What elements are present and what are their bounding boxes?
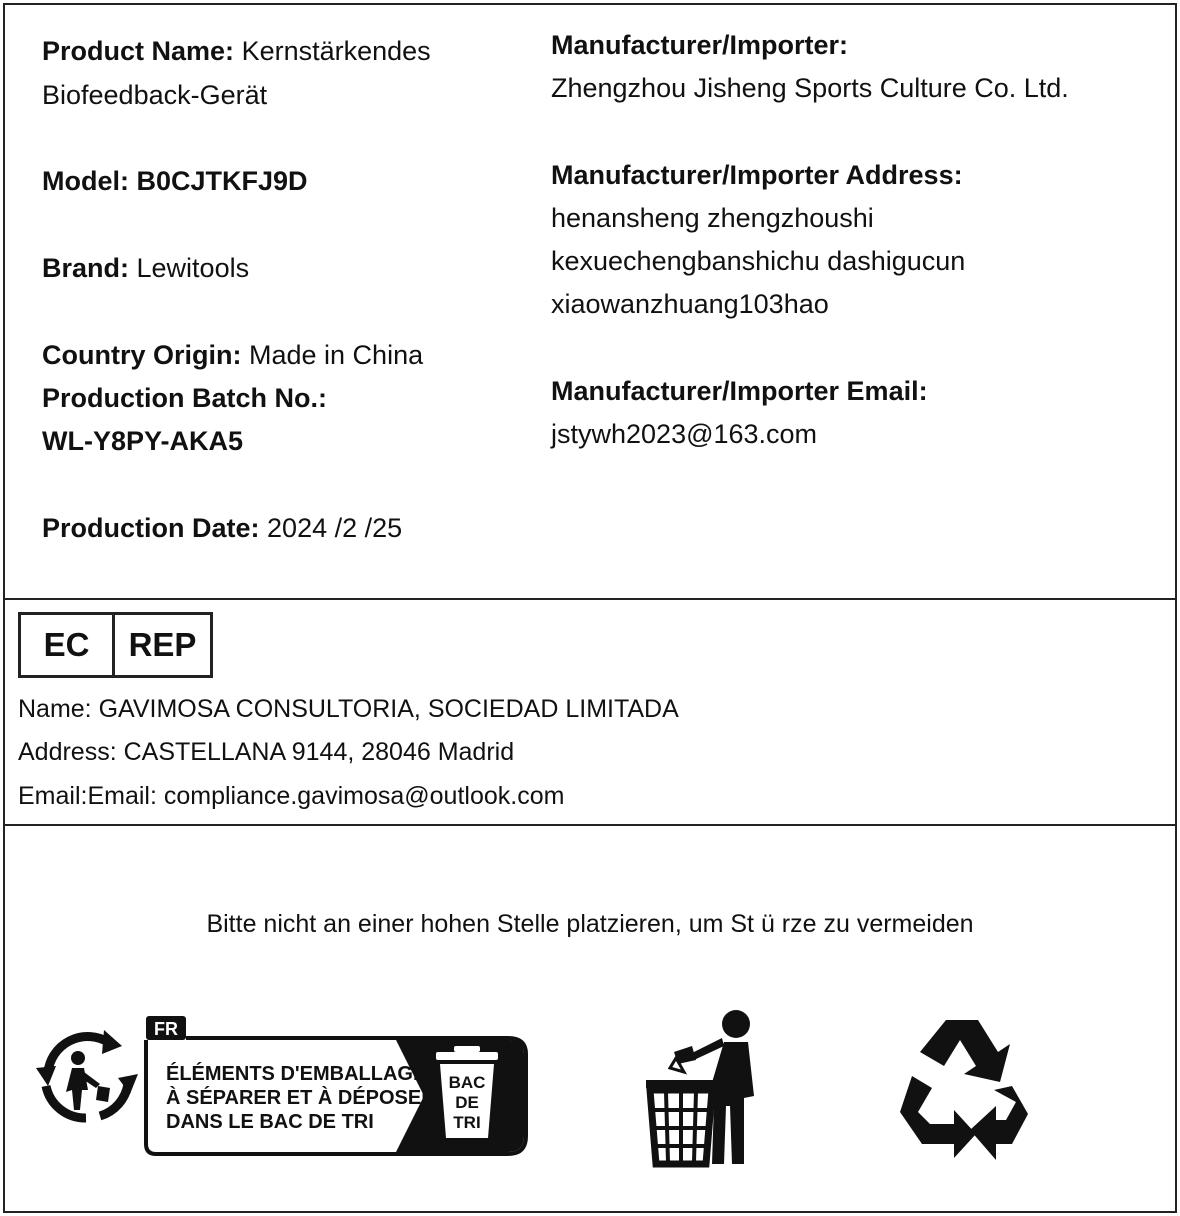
origin-label: Country Origin: [42, 340, 242, 370]
bin-line-2: DE [455, 1093, 479, 1112]
product-name [42, 30, 431, 73]
address-line-1: henansheng zhengzhoushi [551, 203, 874, 233]
product-name-value-2: Biofeedback-Gerät [42, 80, 268, 110]
ec-rep-rep: REP [128, 626, 197, 663]
warning-text: Bitte nicht an einer hohen Stelle platzieren, um St ü rze zu vermeiden [206, 910, 974, 938]
bin-line-1: BAC [448, 1073, 486, 1092]
product-model [42, 160, 308, 203]
ec-rep-symbol [18, 612, 213, 678]
date-value: 2024 /2 /25 [267, 513, 403, 543]
bin-line-3: TRI [453, 1113, 481, 1132]
brand-label: Brand: [42, 253, 129, 283]
divider-top [3, 598, 1177, 600]
triman-icon [34, 1028, 142, 1124]
manufacturer-email: jstywh2023@163.com [551, 419, 818, 449]
bin-handle [454, 1046, 480, 1052]
ec-rep-email: Email:Email: compliance.gavimosa@outlook.com [18, 782, 565, 810]
origin-value: Made in China [249, 340, 424, 370]
product-brand [42, 247, 249, 290]
product-name-value-1: Kernstärkendes [241, 36, 431, 66]
batch-label: Production Batch No.: [42, 383, 327, 413]
model-value: B0CJTKFJ9D [136, 166, 308, 196]
production-date [42, 507, 402, 550]
triman-line-2: À SÉPARER ET À DÉPOSER [166, 1087, 436, 1109]
model-label: Model: [42, 166, 129, 196]
country-origin [42, 334, 423, 377]
recycle-icon [894, 1012, 1034, 1162]
triman-line-3: DANS LE BAC DE TRI [166, 1111, 374, 1133]
brand-value: Lewitools [136, 253, 250, 283]
date-label: Production Date: [42, 513, 260, 543]
manufacturer-label: Manufacturer/Importer: [551, 30, 849, 60]
triman-line-1: ÉLÉMENTS D'EMBALLAGE [166, 1063, 427, 1085]
triman-info-box [138, 1014, 530, 1158]
ec-rep-ec: EC [21, 615, 115, 675]
manufacturer-name: Zhengzhou Jisheng Sports Culture Co. Ltd. [551, 73, 1069, 103]
tidyman-icon [644, 1006, 776, 1168]
divider-bottom [3, 824, 1177, 826]
address-line-2: kexuechengbanshichu dashigucun [551, 246, 966, 276]
address-line-3: xiaowanzhuang103hao [551, 289, 829, 319]
ec-rep-name: Name: GAVIMOSA CONSULTORIA, SOCIEDAD LIMITADA [18, 695, 679, 723]
batch-value: WL-Y8PY-AKA5 [42, 426, 244, 456]
triman-country: FR [154, 1019, 178, 1039]
address-label: Manufacturer/Importer Address: [551, 160, 963, 190]
ec-rep-address: Address: CASTELLANA 9144, 28046 Madrid [18, 738, 515, 766]
email-label: Manufacturer/Importer Email: [551, 376, 928, 406]
bin-lid [436, 1052, 498, 1060]
product-name-label: Product Name: [42, 36, 235, 66]
